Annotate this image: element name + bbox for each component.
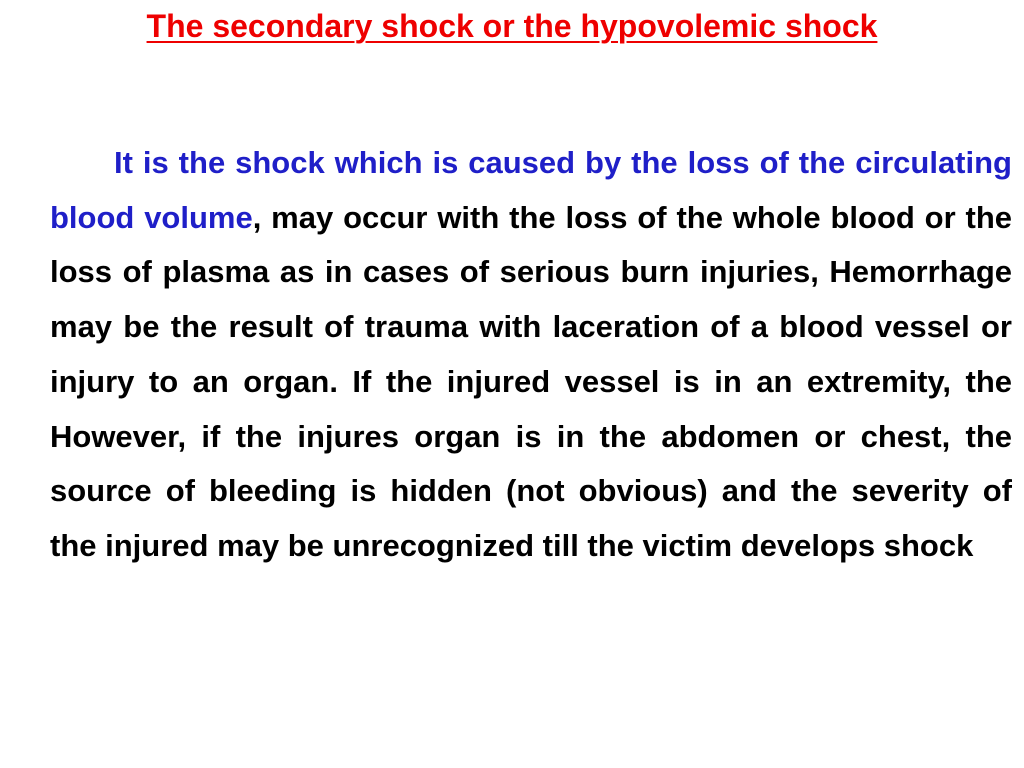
body-paragraph	[50, 136, 1012, 574]
slide-title: The secondary shock or the hypovolemic shock	[146, 8, 878, 44]
paragraph-rest: , may occur with the loss of the whole blood or the loss of plasma as in cases of serious burn injuries, Hemorrhage may be the result of trauma with laceration of a blood vessel or injury to an organ. If the injured vessel is in an extremity, the However, if the injures organ is in the abdomen or chest, the source of bleeding is hidden (not obvious) and the severity of the injured may be unrecognized till the victim develops shock	[50, 199, 1012, 563]
highlighted-definition: It is the shock which is caused by the loss of the circulating blood volume	[50, 145, 1012, 235]
